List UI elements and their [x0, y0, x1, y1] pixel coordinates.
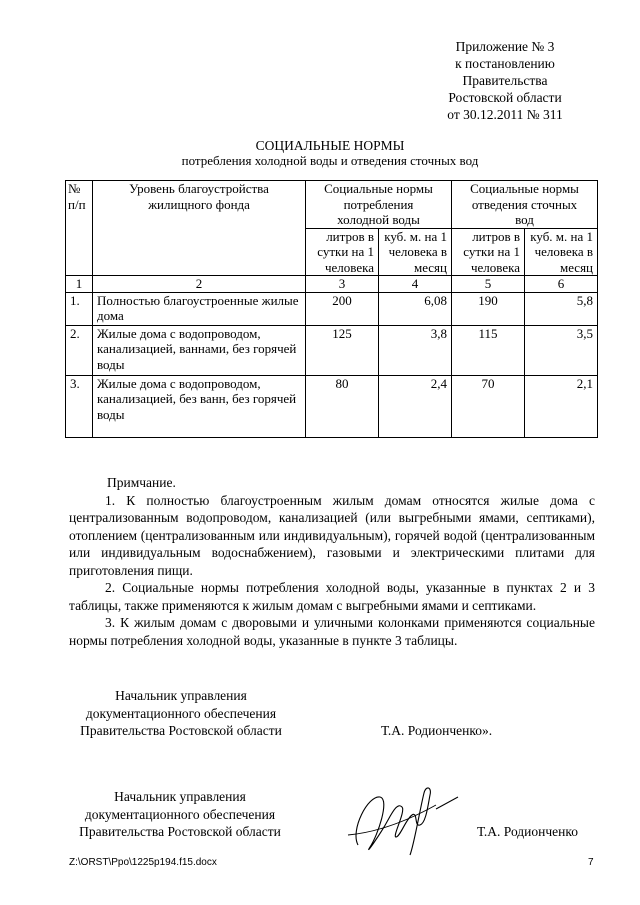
- header-sewage: [452, 181, 598, 229]
- signatory-position-1: [56, 687, 306, 740]
- subheader-cw-day: литров в сутки на 1 человека: [306, 228, 379, 276]
- signatory-position-2: [55, 788, 305, 841]
- row-sw-day: 70: [452, 375, 525, 437]
- row-sw-month: 5,8: [525, 292, 598, 325]
- table-index-row: [66, 276, 598, 293]
- row-sw-day: 115: [452, 325, 525, 375]
- row-level: Полностью благоустроенные жилые дома: [93, 292, 306, 325]
- table-header-row: [66, 181, 598, 229]
- appendix-line: Приложение № 3: [455, 39, 555, 54]
- header-num-text: № п/п: [68, 181, 86, 212]
- index-cell: 6: [525, 276, 598, 293]
- index-cell: 5: [452, 276, 525, 293]
- notes-title: Примчание.: [107, 475, 176, 490]
- position-line: Начальник управления: [114, 789, 246, 804]
- appendix-line: от 30.12.2011 № 311: [447, 107, 563, 122]
- row-num: 3.: [66, 375, 93, 437]
- position-line: Начальник управления: [115, 688, 247, 703]
- index-cell: 3: [306, 276, 379, 293]
- header-cold-water-text: Социальные нормы потребления холодной воды: [324, 181, 433, 227]
- signatory-name-1: Т.А. Родионченко».: [381, 723, 493, 738]
- handwritten-signature: [340, 775, 460, 860]
- row-level: Жилые дома с водопроводом, канализацией, без ванн, без горячей воды: [93, 375, 306, 437]
- page-number: 7: [588, 857, 594, 868]
- table-row: [66, 325, 598, 375]
- document-subtitle: потребления холодной воды и отведения сточных вод: [181, 153, 479, 168]
- signatory-name-2: Т.А. Родионченко: [477, 824, 578, 839]
- row-cw-month: 3,8: [379, 325, 452, 375]
- index-cell: 2: [93, 276, 306, 293]
- index-cell: 4: [379, 276, 452, 293]
- row-cw-day: 80: [306, 375, 379, 437]
- row-cw-month: 2,4: [379, 375, 452, 437]
- notes-section: [69, 474, 595, 649]
- position-line: Правительства Ростовской области: [79, 824, 281, 839]
- position-line: документационного обеспечения: [84, 806, 276, 822]
- row-sw-day: 190: [452, 292, 525, 325]
- position-line: Правительства Ростовской области: [80, 723, 282, 738]
- row-level: Жилые дома с водопроводом, канализацией, ваннами, без горячей воды: [93, 325, 306, 375]
- norms-table: [65, 180, 598, 438]
- table-row: [66, 292, 598, 325]
- appendix-line: Правительства: [462, 73, 548, 88]
- appendix-line: Ростовской области: [448, 90, 562, 105]
- header-cold-water: [306, 181, 452, 229]
- header-sewage-text: Социальные нормы отведения сточных вод: [470, 181, 579, 227]
- row-cw-month: 6,08: [379, 292, 452, 325]
- header-level-text: Уровень благоустройства жилищного фонда: [129, 181, 269, 212]
- row-num: 2.: [66, 325, 93, 375]
- position-line: документационного обеспечения: [85, 705, 277, 721]
- header-level: [93, 181, 306, 276]
- row-cw-day: 125: [306, 325, 379, 375]
- row-cw-day: 200: [306, 292, 379, 325]
- index-cell: 1: [66, 276, 93, 293]
- appendix-line: к постановлению: [455, 56, 555, 71]
- row-num: 1.: [66, 292, 93, 325]
- note-item: 2. Социальные нормы потребления холодной воды, указанные в пунктах 2 и 3 таблицы, также применяются к жилым домам с выгребными ямами и септиками.: [69, 580, 595, 613]
- row-sw-month: 2,1: [525, 375, 598, 437]
- subheader-cw-month: куб. м. на 1 человека в месяц: [379, 228, 452, 276]
- row-sw-month: 3,5: [525, 325, 598, 375]
- subheader-sw-day: литров в сутки на 1 человека: [452, 228, 525, 276]
- subheader-sw-month: куб. м. на 1 человека в месяц: [525, 228, 598, 276]
- document-title: СОЦИАЛЬНЫЕ НОРМЫ: [255, 138, 405, 153]
- note-item: 1. К полностью благоустроенным жилым домам относятся жилые дома с централизованным водопроводом, канализацией (или выгребными ямами, септиками), отоплением (централизованным или индивидуальным), горячей водой (централизованным или индивидуальным водоснабжением), газовыми и электрическими плитами для приготовления пищи.: [69, 492, 595, 578]
- appendix-header: [420, 38, 590, 123]
- table-row: [66, 375, 598, 437]
- header-num: [66, 181, 93, 276]
- file-path: Z:\ORST\Ppo\1225p194.f15.docx: [69, 857, 217, 868]
- note-item: 3. К жилым домам с дворовыми и уличными колонками применяются социальные нормы потребления холодной воды, указанные в пункте 3 таблицы.: [69, 615, 595, 648]
